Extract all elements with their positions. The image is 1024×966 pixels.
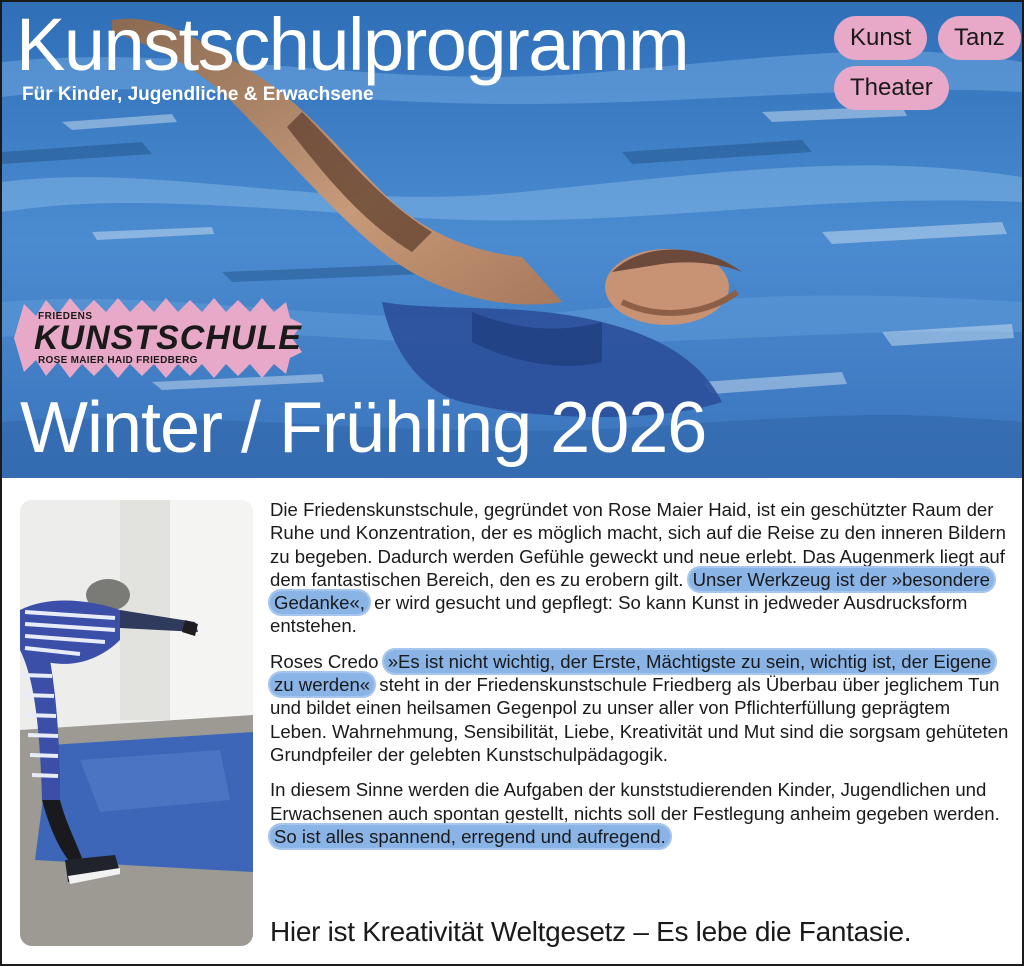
tag-theater: Theater	[836, 68, 947, 108]
dancer-photo	[20, 500, 253, 946]
page-title: Kunstschulprogramm	[16, 3, 689, 86]
paragraph-2	[270, 650, 1010, 766]
paragraph-2-text-b: steht in der Friedenskunstschule Friedberg als Überbau über jeglichem Tun und bildet einen heilsamen Gegenpol zu unser aller von Pflichterfüllung geprägtem Leben. Wahrnehmung, Sensibilität, Liebe, Kreativität und Mut sind die sorgsam gehüteten Grundpfeiler der gelebten Kunstschulpädagogik.	[270, 674, 1009, 765]
friedenskunstschule-logo	[6, 294, 306, 382]
dancer-photo-illustration	[20, 500, 253, 946]
page-subtitle: Für Kinder, Jugendliche & Erwachsene	[22, 84, 374, 105]
tag-kunst: Kunst	[836, 18, 925, 58]
logo-text-bottom: ROSE MAIER HAID FRIEDBERG	[38, 355, 198, 366]
season-heading: Winter / Frühling 2026	[20, 388, 707, 468]
motto-line: Hier ist Kreativität Weltgesetz – Es lebe die Fantasie.	[270, 916, 912, 947]
intro-text	[270, 498, 1010, 860]
paragraph-1-text-a: Die Friedenskunstschule, gegründet von Rose Maier Haid, ist ein geschützter Raum der Ruhe und Konzentration, der es möglich macht, sich auf die Reise zu den inneren Bildern zu begeben. Dadurch werden Gefühle geweckt und neue erlebt. Das Augenmerk liegt auf dem fantastischen Bereich, den es zu erobern gilt.	[270, 499, 1006, 590]
highlight-spannend: So ist alles spannend, erregend und aufregend.	[270, 825, 670, 848]
paragraph-3	[270, 778, 1010, 848]
tag-tanz: Tanz	[940, 18, 1019, 58]
logo-text-main: KUNSTSCHULE	[34, 319, 302, 357]
highlight-credo: »Es ist nicht wichtig, der Erste, Mächtigste zu sein, wichtig ist, der Eigene zu werden«	[270, 650, 995, 696]
hero-painting-section	[2, 2, 1022, 478]
paragraph-2-text-a: Roses Credo	[270, 650, 384, 672]
paragraph-1-text-b: er wird gesucht und gepflegt: So kann Kunst in jedweder Ausdrucksform entstehen.	[270, 592, 968, 637]
highlight-werkzeug: Unser Werkzeug ist der »besondere Gedanke«,	[270, 568, 994, 614]
logo-text-top: FRIEDENS	[38, 311, 93, 322]
paragraph-3-text-a: In diesem Sinne werden die Aufgaben der kunststudierenden Kinder, Jugendlichen und Erwachsenen auch spontan gestellt, nichts soll der Festlegung anheim gegeben werden.	[270, 779, 1000, 824]
paragraph-1	[270, 498, 1010, 638]
